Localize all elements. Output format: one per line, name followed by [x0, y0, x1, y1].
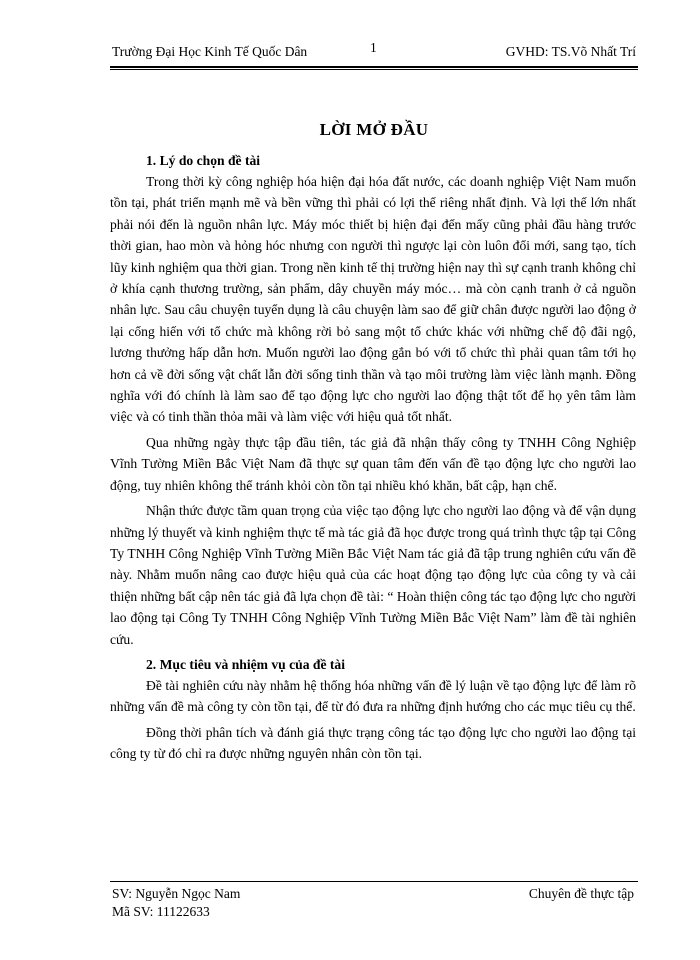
- header-rule-thick: [110, 66, 638, 68]
- footer-document-type: Chuyên đề thực tập: [528, 886, 634, 901]
- header-page-number: 1: [370, 40, 377, 55]
- section-2-paragraph-1: Đề tài nghiên cứu này nhằm hệ thống hóa những vấn đề lý luận về tạo động lực để làm rõ những vấn đề mà công ty còn tồn tại, để từ đó đưa ra những định hướng cho các mục tiêu cụ thể.: [110, 677, 636, 715]
- header-advisor: GVHD: TS.Võ Nhất Trí: [505, 44, 636, 59]
- document-body: [110, 150, 636, 765]
- page-footer-left: [112, 885, 240, 921]
- section-2-heading: 2. Mục tiêu và nhiệm vụ của đề tài: [146, 656, 345, 672]
- section-2-paragraph-2: Đồng thời phân tích và đánh giá thực trạng công tác tạo động lực cho người lao động tại công ty từ đó chỉ ra được những nguyên nhân còn tồn tại.: [110, 724, 636, 762]
- section-1-heading: 1. Lý do chọn đề tài: [146, 153, 261, 168]
- page-header: [112, 42, 636, 64]
- footer-student-id: Mã SV: 11122633: [112, 904, 210, 919]
- section-1-paragraph-3: Nhận thức được tầm quan trọng của việc tạo động lực cho người lao động và để vận dụng những lý thuyết và kinh nghiệm thực tế mà tác giả đã học được trong quá trình thực tập tại Công Ty TNHH Công Nghiệp Vĩnh Tường Miền Bắc Việt Nam tác giả đã tập trung nghiên cứu vấn đề này. Nhằm muốn nâng cao được hiệu quả của các hoạt động tạo động lực của công ty và cải thiện những bất cập nên tác giả đã lựa chọn đề tài: “ Hoàn thiện công tác tạo động lực cho người lao động tại Công Ty TNHH Công Nghiệp Vĩnh Tường Miền Bắc Việt Nam” làm đề tài nghiên cứu.: [110, 503, 636, 647]
- footer-student-name: SV: Nguyễn Ngọc Nam: [112, 886, 241, 901]
- page-title: LỜI MỞ ĐẦU: [319, 120, 429, 139]
- section-1-paragraph-2: Qua những ngày thực tập đầu tiên, tác giả đã nhận thấy công ty TNHH Công Nghiệp Vĩnh Tường Miền Bắc Việt Nam đã thực sự quan tâm đến vấn đề tạo động lực cho người lao động, tuy nhiên không thể tránh khỏi còn tồn tại nhiều khó khăn, bất cập, hạn chế.: [110, 434, 636, 493]
- section-1-paragraph-1: Trong thời kỳ công nghiệp hóa hiện đại hóa đất nước, các doanh nghiệp Việt Nam muốn tồn tại, phát triển mạnh mẽ và bền vững thì phải có lợi thế riêng nhất định. Và lợi thế lớn nhất phải nói đến là nguồn nhân lực. Máy móc thiết bị hiện đại đến mấy cũng phải đầu hàng trước thời gian, hao mòn và hỏng hóc nhưng con người thì ngược lại còn luôn đổi mới, sang tạo, tích lũy kinh nghiệm qua thời gian. Trong nền kinh tế thị trường hiện nay thì sự cạnh tranh không chỉ ở khía cạnh thương trường, sản phẩm, dây chuyền máy móc… mà còn cạnh tranh ở cả nguồn nhân lực. Sau câu chuyện tuyển dụng là câu chuyện làm sao để giữ chân được người lao động ở lại cống hiến với tổ chức mà không rời bỏ sang một tổ chức khác với những chế độ đãi ngộ, lương thưởng hấp dẫn hơn. Muốn người lao động gắn bó với tổ chức thì phải quan tâm tới họ hơn cả về đời sống vật chất lẫn đời sống tinh thần và tạo môi trường làm việc lành mạnh. Đồng nghĩa với đó chính là làm sao để tạo động lực cho người lao động thật tốt để họ yên tâm làm việc và có tinh thần thỏa mãi và làm việc với hiệu quả tốt nhất.: [110, 174, 636, 425]
- header-school: Trường Đại Học Kinh Tế Quốc Dân: [112, 44, 308, 59]
- header-rule-thin: [110, 69, 638, 70]
- footer-rule: [110, 881, 638, 882]
